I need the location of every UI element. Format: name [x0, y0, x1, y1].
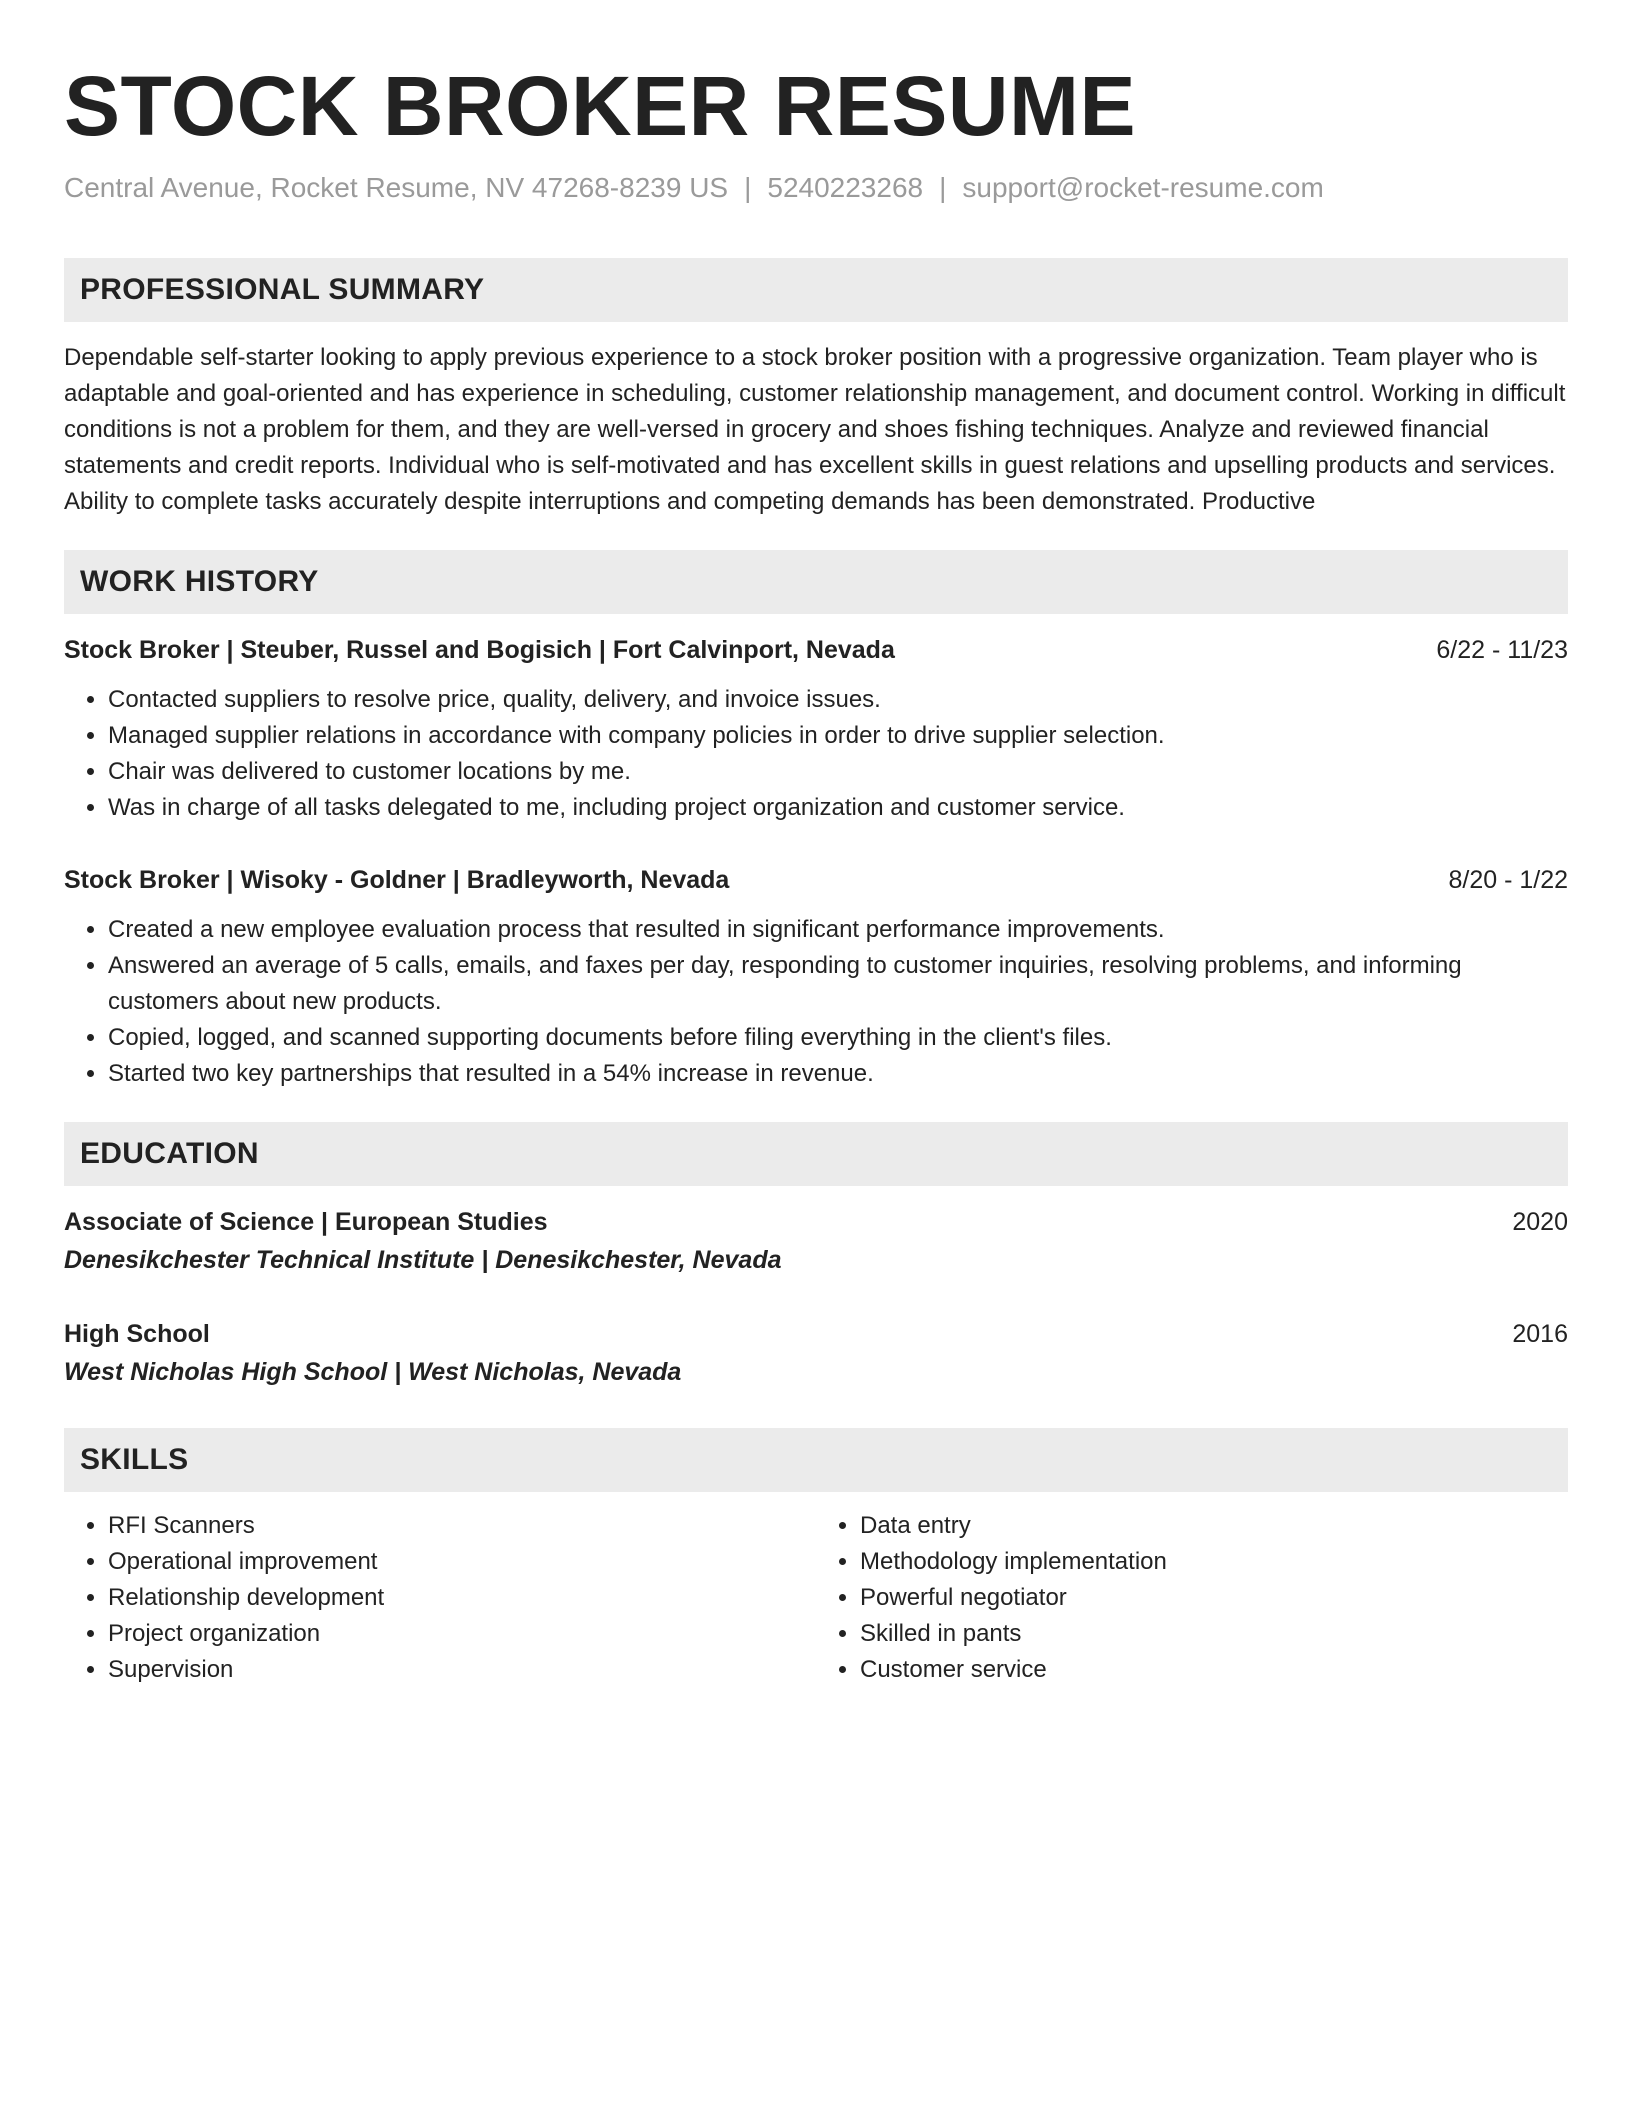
education-header — [64, 1316, 1568, 1352]
section-header-skills — [64, 1428, 1568, 1492]
job-bullet: • Contacted suppliers to resolve price, quality, delivery, and invoice issues. — [108, 682, 1568, 718]
job-bullet: • Copied, logged, and scanned supporting documents before filing everything in the client's files. — [108, 1020, 1568, 1056]
job-bullet: • Was in charge of all tasks delegated to me, including project organization and customer service. — [108, 790, 1568, 826]
section-header-education — [64, 1122, 1568, 1186]
job-entry — [64, 632, 1568, 826]
contact-separator: | — [939, 172, 947, 203]
job-header — [64, 632, 1568, 668]
skill-item: • Methodology implementation — [860, 1544, 1568, 1580]
skill-item: • Project organization — [108, 1616, 816, 1652]
skill-item: • Powerful negotiator — [860, 1580, 1568, 1616]
education-entry — [64, 1316, 1568, 1390]
contact-email: support@rocket-resume.com — [962, 172, 1324, 203]
job-dates: 6/22 - 11/23 — [1436, 636, 1568, 664]
job-bullet: • Started two key partnerships that resulted in a 54% increase in revenue. — [108, 1056, 1568, 1092]
education-year: 2020 — [1512, 1208, 1568, 1236]
skill-item: • Supervision — [108, 1652, 816, 1688]
section-title: SKILLS — [80, 1443, 189, 1476]
job-title: Stock Broker | Wisoky - Goldner | Bradleyworth, Nevada — [64, 866, 730, 894]
education-year: 2016 — [1512, 1320, 1568, 1348]
contact-address: Central Avenue, Rocket Resume, NV 47268-8239 US — [64, 172, 729, 203]
skill-item: • RFI Scanners — [108, 1508, 816, 1544]
section-title: PROFESSIONAL SUMMARY — [80, 273, 485, 306]
job-bullet: • Answered an average of 5 calls, emails, and faxes per day, responding to customer inquiries, resolving problems, and informing customers about new products. — [108, 948, 1568, 1020]
contact-phone: 5240223268 — [767, 172, 924, 203]
job-bullets — [64, 912, 1568, 1092]
skills-column-left — [64, 1508, 816, 1688]
job-entry — [64, 862, 1568, 1092]
contact-separator: | — [744, 172, 752, 203]
job-title: Stock Broker | Steuber, Russel and Bogisich | Fort Calvinport, Nevada — [64, 636, 895, 664]
contact-line — [64, 168, 1568, 208]
education-degree: Associate of Science | European Studies — [64, 1208, 548, 1236]
education-degree: High School — [64, 1320, 210, 1348]
job-bullet: • Chair was delivered to customer locations by me. — [108, 754, 1568, 790]
section-title: WORK HISTORY — [80, 565, 319, 598]
job-dates: 8/20 - 1/22 — [1448, 866, 1568, 894]
skills-column-right — [816, 1508, 1568, 1688]
skills-list — [64, 1508, 1568, 1688]
job-bullets — [64, 682, 1568, 826]
education-entry — [64, 1204, 1568, 1278]
skill-item: • Skilled in pants — [860, 1616, 1568, 1652]
education-school: Denesikchester Technical Institute | Denesikchester, Nevada — [64, 1246, 782, 1274]
skill-item: • Operational improvement — [108, 1544, 816, 1580]
skill-item: • Relationship development — [108, 1580, 816, 1616]
education-header — [64, 1204, 1568, 1240]
summary-text: Dependable self-starter looking to apply previous experience to a stock broker position with a progressive organization. Team player who is adaptable and goal-oriented and has experience in scheduling, customer relationship management, and document control. Working in difficult conditions is not a problem for them, and they are well-versed in grocery and shoes fishing techniques. Analyze and reviewed financial statements and credit reports. Individual who is self-motivated and has excellent skills in guest relations and upselling products and services. Ability to complete tasks accurately despite interruptions and competing demands has been demonstrated. Productive — [64, 344, 1566, 515]
education-school: West Nicholas High School | West Nicholas, Nevada — [64, 1358, 682, 1386]
skill-item: • Customer service — [860, 1652, 1568, 1688]
job-bullet: • Created a new employee evaluation process that resulted in significant performance improvements. — [108, 912, 1568, 948]
job-header — [64, 862, 1568, 898]
resume-title: STOCK BROKER RESUME — [64, 59, 1137, 153]
section-header-summary — [64, 258, 1568, 322]
job-bullet: • Managed supplier relations in accordance with company policies in order to drive supplier selection. — [108, 718, 1568, 754]
skill-item: • Data entry — [860, 1508, 1568, 1544]
section-header-work-history — [64, 550, 1568, 614]
section-title: EDUCATION — [80, 1137, 259, 1170]
